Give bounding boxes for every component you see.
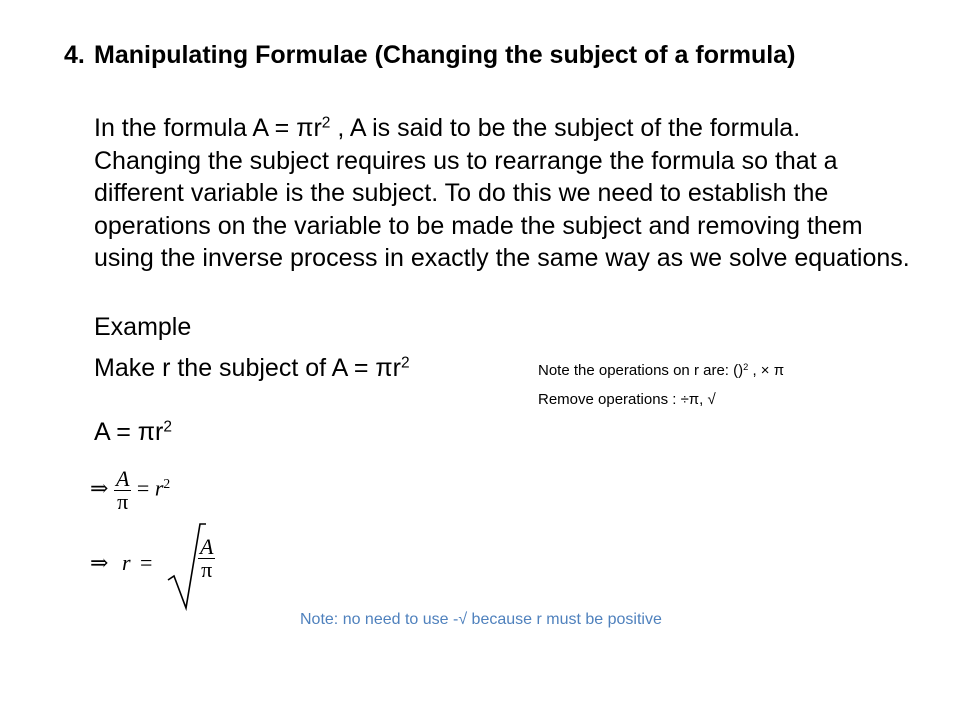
start-eq-r: r: [155, 418, 164, 446]
implies-arrow-icon: ⇒: [90, 550, 109, 575]
task-r: r: [392, 354, 401, 382]
intro-text-rest: , A is said to be the subject of the formula. Changing the subject requires us to rearrange the formula so that a different variable is the subject. To do this we need to establish the operations on the variable to be made the subject and removing them using the inverse process in exactly the same way as we solve equations.: [94, 114, 910, 272]
start-eq-exponent: 2: [163, 418, 172, 436]
rhs-exponent: 2: [163, 476, 171, 492]
intro-r: r: [313, 114, 322, 142]
fraction-denominator: π: [117, 489, 129, 514]
implies-arrow-icon: ⇒: [90, 475, 109, 501]
intro-exponent: 2: [321, 114, 331, 132]
start-eq-lhs: A =: [94, 418, 138, 446]
fraction-denominator: π: [201, 557, 213, 582]
operations-exponent: 2: [743, 361, 749, 372]
equals-sign: =: [136, 475, 150, 501]
start-eq-pi: π: [137, 418, 156, 446]
remove-operations-note: Remove operations : ÷π, √: [538, 391, 716, 408]
fraction-numerator: A: [200, 534, 214, 559]
example-label: Example: [94, 313, 192, 341]
heading-number: 4.: [64, 41, 85, 69]
intro-text-start: In the formula A =: [94, 114, 297, 142]
lhs-variable: r: [122, 550, 131, 575]
rhs-variable: r: [154, 475, 164, 501]
task-text: Make r the subject of A =: [94, 354, 376, 382]
intro-paragraph: [94, 112, 914, 275]
heading-title: Manipulating Formulae (Changing the subject of a formula): [94, 41, 796, 69]
task-pi-symbol: π: [375, 354, 393, 382]
operations-rest: , × π: [748, 362, 785, 379]
intro-pi-symbol: π: [296, 114, 314, 142]
task-exponent: 2: [401, 354, 410, 372]
task-statement: [94, 354, 410, 383]
operations-label: Note the operations on r are: (): [538, 362, 744, 379]
operations-note: [538, 362, 784, 379]
start-equation: [94, 418, 172, 447]
fraction-numerator: A: [115, 466, 130, 491]
fraction-a-over-pi: [198, 536, 215, 581]
fraction-a-over-pi: [114, 468, 131, 513]
step-one-equation: [90, 468, 170, 513]
equals-sign: =: [140, 550, 153, 575]
positive-root-footnote: Note: no need to use -√ because r must be positive: [300, 611, 662, 628]
